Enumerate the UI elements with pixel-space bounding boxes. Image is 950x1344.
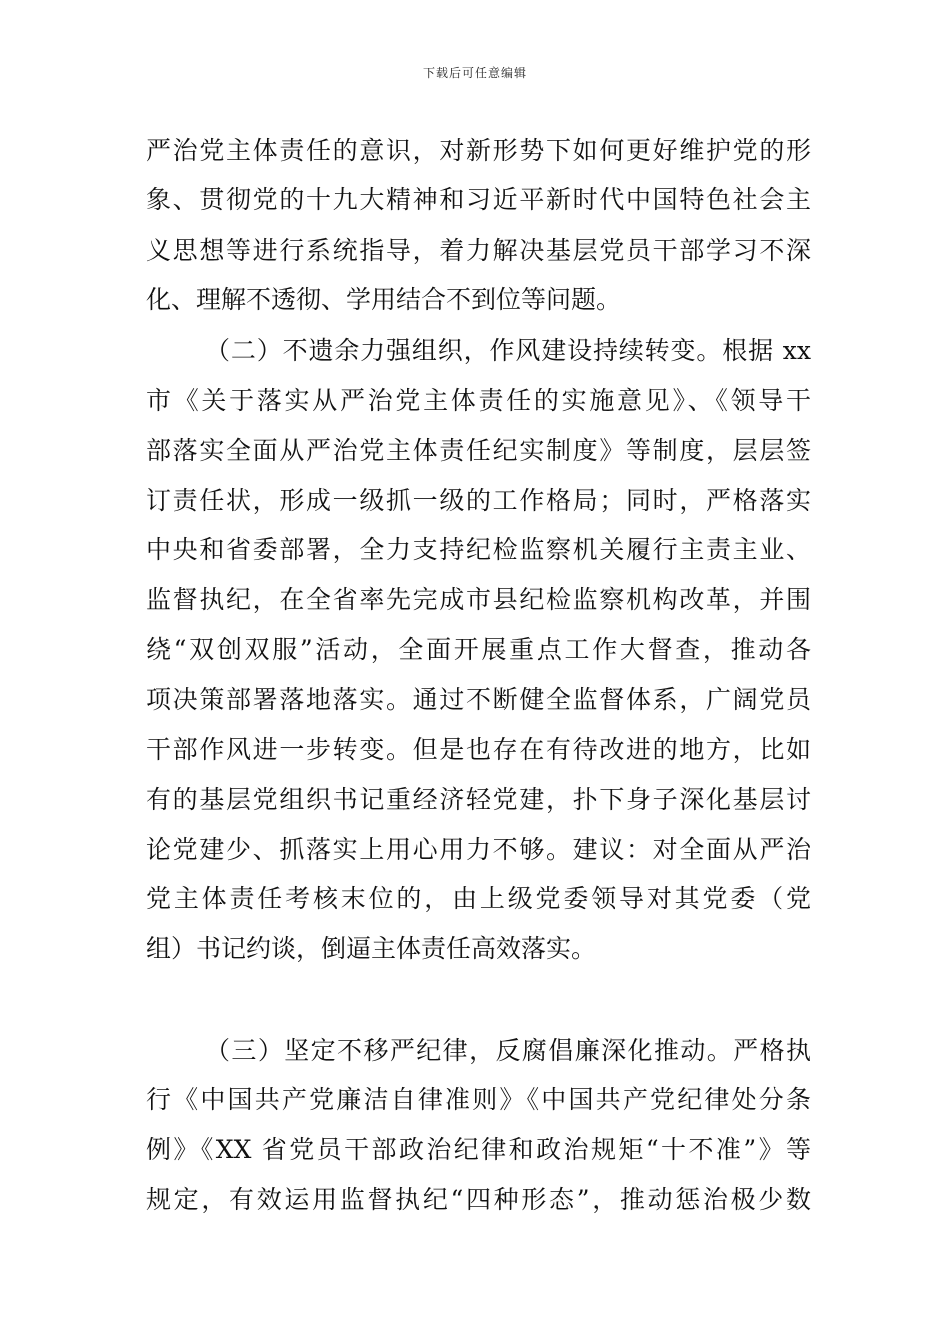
text-line: 党主体责任考核末位的，由上级党委领导对其党委（党: [146, 884, 811, 913]
page-header: 下载后可任意编辑: [422, 66, 527, 80]
text-line: 绕“双创双服”活动，全面开展重点工作大督查，推动各: [146, 635, 811, 664]
text-line: 严治党主体责任的意识，对新形势下如何更好维护党的形: [146, 136, 811, 165]
paragraph-3-first-line: （三）坚定不移严纪律，反腐倡廉深化推动。严格执: [205, 1036, 811, 1065]
text-line: 订责任状，形成一级抓一级的工作格局；同时，严格落实: [146, 486, 811, 515]
text-line: 规定，有效运用监督执纪“四种形态”，推动惩治极少数: [146, 1185, 811, 1214]
text-line: 中央和省委部署，全力支持纪检监察机关履行主责主业、: [146, 535, 811, 564]
text-line: 干部作风进一步转变。但是也存在有待改进的地方，比如: [146, 735, 811, 764]
text-line: 化、理解不透彻、学用结合不到位等问题。: [146, 285, 622, 314]
text-line: 行《中国共产党廉洁自律准则》《中国共产党纪律处分条: [146, 1085, 811, 1114]
text-line: 例》《XX 省党员干部政治纪律和政治规矩“十不准”》等: [146, 1135, 811, 1164]
text-line: 项决策部署落地落实。通过不断健全监督体系，广阔党员: [146, 685, 811, 714]
text-line: 象、贯彻党的十九大精神和习近平新时代中国特色社会主: [146, 185, 811, 214]
text-line: 组）书记约谈，倒逼主体责任高效落实。: [146, 934, 597, 963]
text-line: 市《关于落实从严治党主体责任的实施意见》、《领导干: [146, 386, 811, 415]
text-line: 论党建少、抓落实上用心用力不够。建议：对全面从严治: [146, 835, 811, 864]
paragraph-2-first-line: （二）不遗余力强组织，作风建设持续转变。根据 xx: [205, 336, 811, 365]
text-line: 部落实全面从严治党主体责任纪实制度》等制度，层层签: [146, 436, 811, 465]
text-line: 监督执纪，在全省率先完成市县纪检监察机构改革，并围: [146, 585, 811, 614]
text-line: 义思想等进行系统指导，着力解决基层党员干部学习不深: [146, 236, 811, 265]
text-line: 有的基层党组织书记重经济轻党建，扑下身子深化基层讨: [146, 785, 811, 814]
